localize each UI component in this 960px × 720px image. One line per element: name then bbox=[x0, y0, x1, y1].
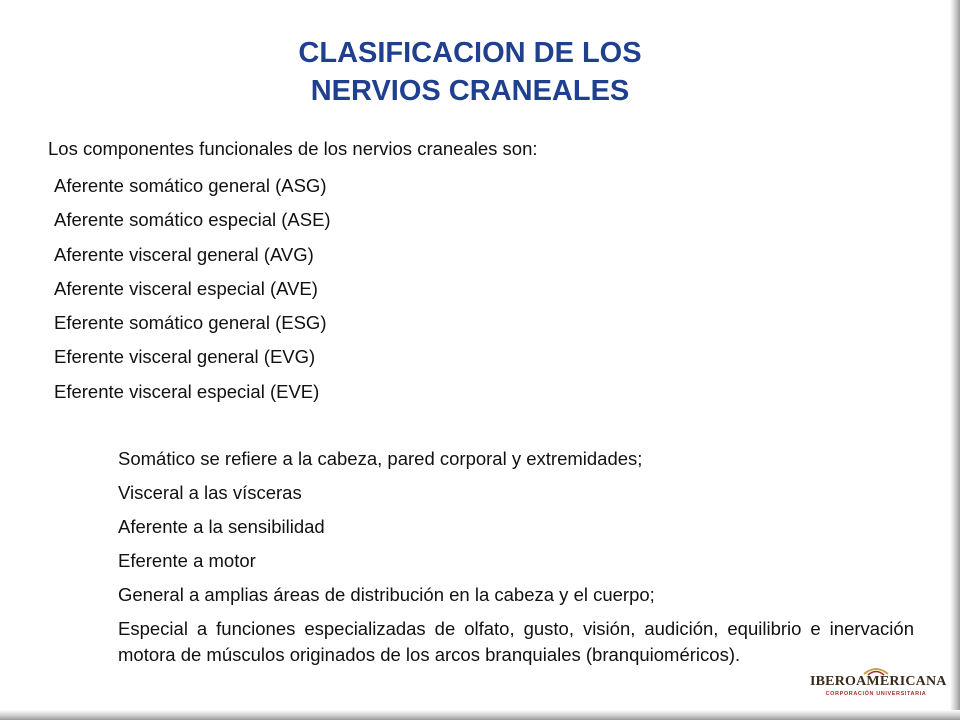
slide-title-line-2: NERVIOS CRANEALES bbox=[310, 75, 630, 107]
definition-item: Aferente a la sensibilidad bbox=[118, 516, 325, 537]
definition-item: General a amplias áreas de distribución en la cabeza y el cuerpo; bbox=[118, 584, 655, 605]
definition-item: Somático se refiere a la cabeza, pared corporal y extremidades; bbox=[118, 448, 643, 469]
component-item: Aferente somático especial (ASE) bbox=[54, 209, 331, 231]
component-item: Eferente somático general (ESG) bbox=[54, 312, 327, 334]
definition-item: Eferente a motor bbox=[118, 550, 256, 571]
definitions-list bbox=[118, 446, 914, 676]
slide-title-line-1: CLASIFICACION DE LOS bbox=[298, 37, 642, 69]
right-edge-shadow bbox=[950, 0, 960, 720]
slide-title bbox=[0, 34, 940, 110]
definition-item: Especial a funciones especializadas de olfato, gusto, visión, audición, equilibrio e inervación motora de músculos originados de los arcos branquiales (branquioméricos). bbox=[118, 618, 914, 665]
definition-item: Visceral a las vísceras bbox=[118, 482, 302, 503]
intro-text: Los componentes funcionales de los nervios craneales son: bbox=[48, 138, 538, 159]
component-item: Aferente somático general (ASG) bbox=[54, 175, 327, 196]
iberoamericana-logo bbox=[810, 666, 947, 706]
component-item: Aferente visceral especial (AVE) bbox=[54, 277, 318, 299]
component-item: Aferente visceral general (AVG) bbox=[54, 243, 314, 265]
components-list bbox=[54, 172, 331, 412]
component-item: Eferente visceral especial (EVE) bbox=[54, 380, 320, 402]
bottom-edge-shadow bbox=[0, 710, 960, 720]
logo-name: IBEROAMERICANA bbox=[810, 674, 947, 689]
logo-subtitle: CORPORACIÓN UNIVERSITARIA bbox=[825, 691, 927, 697]
component-item: Eferente visceral general (EVG) bbox=[54, 346, 316, 368]
